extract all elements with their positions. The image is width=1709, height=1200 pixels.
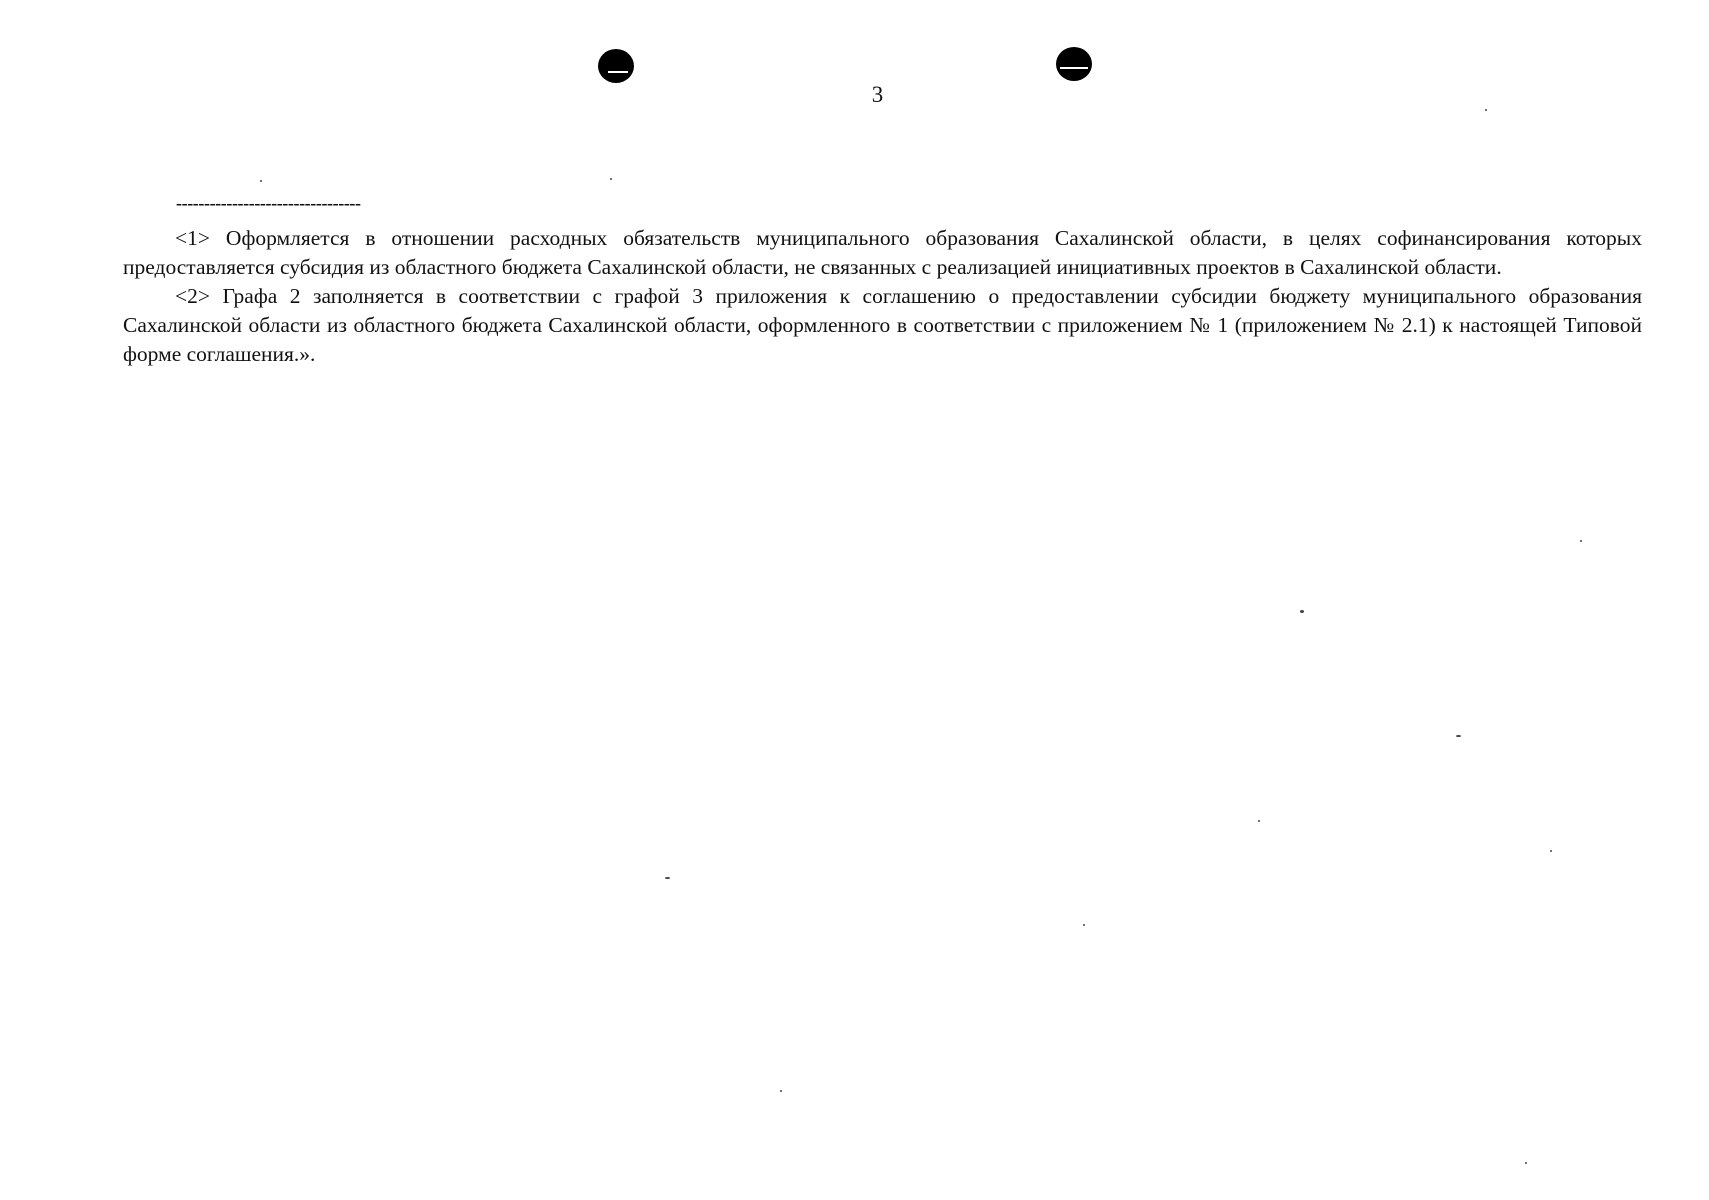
punch-hole-left — [598, 49, 634, 83]
scan-speck — [1580, 540, 1582, 542]
scan-speck — [1300, 610, 1304, 613]
footnote-separator: --------------------------------- — [176, 193, 361, 213]
scan-speck — [1525, 1162, 1527, 1164]
footnote-1: <1> Оформляется в отношении расходных обязательств муниципального образования Сахалинской области, в целях софинансирования которых предоставляется субсидия из областного бюджета Сахалинской области, не связанных с реализацией инициативных проектов в Сахалинской области. — [123, 226, 1642, 279]
scan-speck — [1485, 109, 1487, 111]
scan-speck — [260, 180, 262, 182]
scan-speck — [665, 877, 670, 879]
scan-speck — [610, 178, 612, 180]
scan-speck — [1083, 924, 1085, 926]
footnote-2: <2> Графа 2 заполняется в соответствии с графой 3 приложения к соглашению о предоставлении субсидии бюджету муниципального образования Сахалинской области из областного бюджета Сахалинской области, оформленного в соответствии с приложением № 1 (приложением № 2.1) к настоящей Типовой форме соглашения.». — [123, 284, 1642, 366]
footnotes-block — [123, 224, 1642, 369]
scan-speck — [1550, 850, 1552, 852]
scan-speck — [1258, 820, 1260, 822]
punch-hole-right — [1056, 47, 1092, 81]
scan-speck — [780, 1090, 782, 1092]
page-number: 3 — [871, 82, 884, 107]
scan-speck — [1456, 735, 1461, 737]
